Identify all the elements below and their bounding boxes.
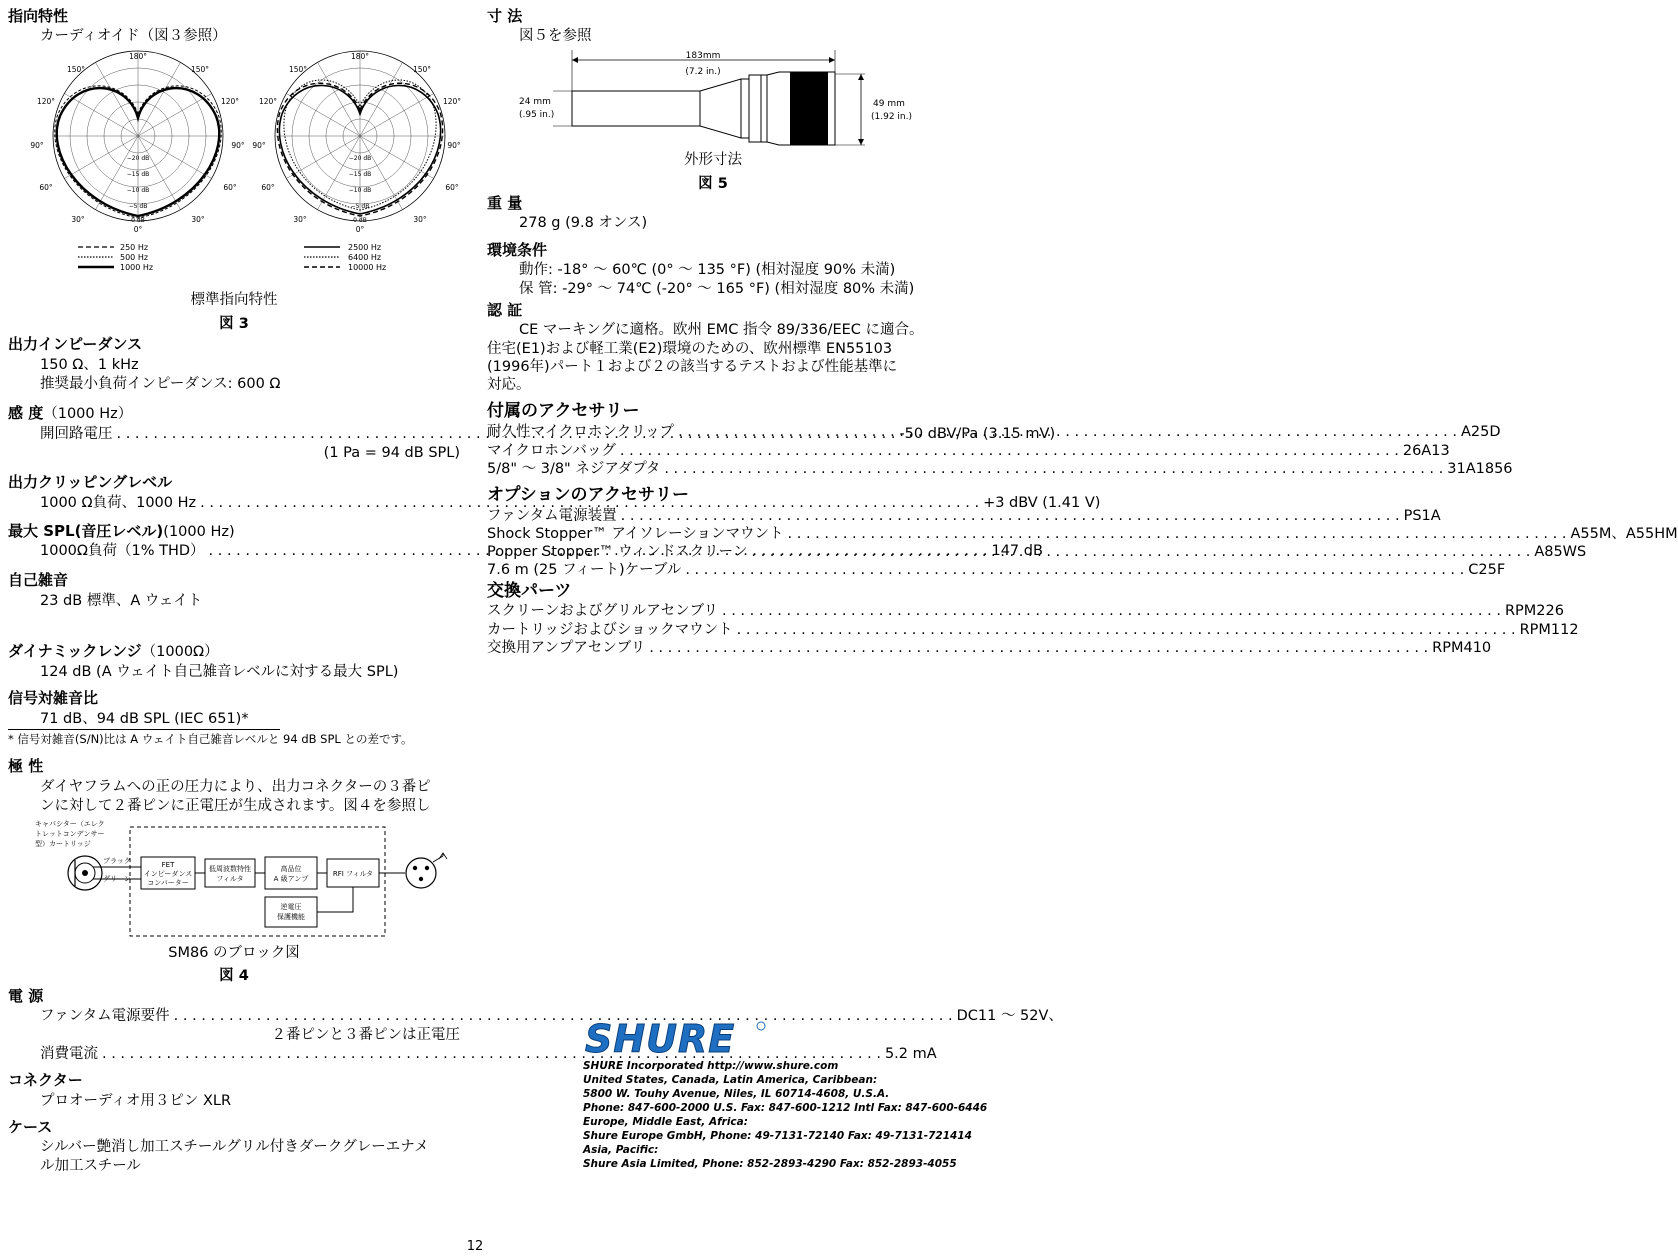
max-spl-heading-bold: 最大 SPL(音圧レベル) xyxy=(8,522,164,540)
impedance-heading: 出力インピーダンス xyxy=(8,335,143,353)
clipping-value: +3 dBV (1.41 V) xyxy=(983,495,1101,511)
max-spl-heading xyxy=(8,521,235,542)
angle-label: 90° xyxy=(231,141,245,150)
angle-label: 90° xyxy=(447,141,461,150)
figure-5-label: 図 5 xyxy=(698,176,728,192)
accessory-label: 耐久性マイクロホンクリップ xyxy=(487,424,675,440)
db-label: −15 dB xyxy=(126,171,150,178)
angle-label: 30° xyxy=(293,215,307,224)
contact-line-8: Shure Asia Limited, Phone: 852-2893-4290 Fax: 852-2893-4055 xyxy=(583,1158,957,1170)
shure-logo xyxy=(583,1016,773,1061)
polar-plots-figure xyxy=(28,48,462,278)
angle-label: 30° xyxy=(191,215,205,224)
part-label: スクリーンおよびグリルアセンブリ xyxy=(487,603,718,619)
self-noise-heading: 自己雑音 xyxy=(8,571,69,589)
option-label: 7.6 m (25 フィート)ケーブル xyxy=(487,562,682,578)
leader-dots xyxy=(674,423,1461,442)
figure-4-caption: SM86 のブロック図 xyxy=(168,945,300,961)
rfi-label: RFI フィルタ xyxy=(332,870,374,878)
fet-label: コンバーター xyxy=(147,879,189,887)
certification-line-4: 対応。 xyxy=(487,377,531,393)
diameter-2-mm: 49 mm xyxy=(873,99,905,109)
dimension-drawing xyxy=(515,46,935,148)
angle-label: 150° xyxy=(190,65,210,74)
db-label: 0 dB xyxy=(353,217,367,224)
lpf-label: フィルタ xyxy=(216,875,244,883)
contact-line-4: Phone: 847-600-2000 U.S. Fax: 847-600-1212 Intl Fax: 847-600-6446 xyxy=(583,1102,988,1114)
certification-line-1: CE マーキングに適格。欧州 EMC 指令 89/336/EEC に適合。 xyxy=(519,322,924,338)
leader-dots xyxy=(733,621,1520,640)
certification-line-2: 住宅(E1)および軽工業(E2)環境のための、欧州標準 EN55103 xyxy=(487,341,893,357)
lpf-label: 低周波数特性 xyxy=(209,865,251,873)
angle-label: 150° xyxy=(412,65,432,74)
sensitivity-heading-bold: 感 度 xyxy=(8,404,44,422)
angle-label: 0° xyxy=(133,225,143,234)
contact-line-3: 5800 W. Touhy Avenue, Niles, IL 60714-4608, U.S.A. xyxy=(583,1088,890,1100)
option-row xyxy=(487,561,1506,580)
polar-angle-labels xyxy=(30,52,461,234)
accessory-row xyxy=(487,460,1513,479)
polarity-heading: 極 性 xyxy=(8,757,44,775)
polarity-line-2: ンに対して２番ピンに正電圧が生成されます。図４を参照し xyxy=(40,798,431,814)
amp-label: 高品位 xyxy=(280,865,302,873)
phantom-power-row xyxy=(40,1007,1063,1026)
polarity-line-1: ダイヤフラムへの正の圧力により、出力コネクターの３番ピ xyxy=(40,779,431,795)
power-heading: 電 源 xyxy=(8,987,44,1005)
db-label: −5 dB xyxy=(128,203,148,210)
cartridge-symbol xyxy=(68,856,102,890)
leader-dots xyxy=(170,1007,957,1026)
angle-label: 90° xyxy=(30,141,44,150)
dimensions-heading: 寸 法 xyxy=(487,7,523,25)
impedance-line-2: 推奨最小負荷インピーダンス: 600 Ω xyxy=(40,376,281,392)
part-row xyxy=(487,639,1492,658)
accessory-row xyxy=(487,442,1450,461)
fet-label: FET xyxy=(161,861,175,869)
legend-label: 6400 Hz xyxy=(348,253,382,262)
contact-line-5: Europe, Middle East, Africa: xyxy=(583,1116,748,1128)
wire-green-label: グリーン xyxy=(103,875,131,883)
xlr-connector-icon xyxy=(406,853,447,888)
case-heading: ケース xyxy=(8,1118,53,1136)
impedance-line-1: 150 Ω、1 kHz xyxy=(40,357,139,373)
rev-label: 逆電圧 xyxy=(280,903,302,911)
contact-line-1: SHURE Incorporated http://www.shure.com xyxy=(583,1060,839,1072)
part-number: RPM410 xyxy=(1432,640,1492,656)
angle-label: 180° xyxy=(128,52,148,61)
self-noise-line: 23 dB 標準、A ウェイト xyxy=(40,593,203,609)
legend-label: 2500 Hz xyxy=(348,243,382,252)
legend-low xyxy=(78,243,153,272)
accessory-part: 26A13 xyxy=(1402,443,1450,459)
polar-db-labels xyxy=(127,155,372,224)
option-row xyxy=(487,525,1678,544)
angle-label: 60° xyxy=(445,183,459,192)
db-label: −15 dB xyxy=(348,171,372,178)
legend-label: 500 Hz xyxy=(120,253,149,262)
option-part: A55M、A55HM xyxy=(1570,526,1678,542)
certification-line-3: (1996年)パート１および２の該当するテストおよび性能基準に xyxy=(487,359,898,375)
angle-label: 120° xyxy=(36,97,56,106)
max-spl-value: 147 dB xyxy=(991,543,1043,559)
microphone-outline xyxy=(572,72,835,145)
clipping-label: 1000 Ω負荷、1000 Hz xyxy=(40,495,197,511)
leader-dots xyxy=(747,543,1534,562)
part-label: 交換用アンプアセンブリ xyxy=(487,640,646,656)
option-part: C25F xyxy=(1468,562,1506,578)
current-row xyxy=(40,1045,937,1064)
case-line-2: ル加工スチール xyxy=(40,1158,141,1174)
environment-heading: 環境条件 xyxy=(487,241,548,259)
weight-heading: 重 量 xyxy=(487,194,523,212)
max-spl-heading-rest: (1000 Hz) xyxy=(163,524,235,540)
dynamic-range-heading-bold: ダイナミックレンジ xyxy=(8,642,142,660)
angle-label: 60° xyxy=(261,183,275,192)
legend-label: 250 Hz xyxy=(120,243,149,252)
environment-line-1: 動作: -18° ～ 60℃ (0° ～ 135 °F) (相対湿度 90% 未満) xyxy=(519,262,896,278)
cartridge-labels xyxy=(35,819,105,848)
dimensions-ref: 図５を参照 xyxy=(519,28,592,44)
angle-label: 90° xyxy=(252,141,266,150)
legend-high xyxy=(304,243,386,272)
fet-label: インピーダンス xyxy=(143,870,193,878)
part-number: RPM226 xyxy=(1504,603,1564,619)
connector-heading: コネクター xyxy=(8,1071,83,1089)
figure-4-label: 図 4 xyxy=(219,968,249,984)
length-mm: 183mm xyxy=(685,51,721,61)
polar-plot-high xyxy=(275,51,445,221)
cartridge-label: キャパシター（エレク xyxy=(35,820,105,828)
angle-label: 60° xyxy=(223,183,237,192)
certification-heading: 認 証 xyxy=(487,301,523,319)
block-diagram xyxy=(33,815,463,942)
accessory-label: 5/8" ～ 3/8" ネジアダプタ xyxy=(487,461,661,477)
current-value: 5.2 mA xyxy=(884,1046,937,1062)
weight-line: 278 g (9.8 オンス) xyxy=(519,215,648,231)
db-label: 0 dB xyxy=(131,217,145,224)
class-a-amp-block xyxy=(265,857,317,889)
optional-accessories-heading: オプションのアクセサリー xyxy=(487,485,689,505)
case-line-1: シルバー艶消し加工スチールグリル付きダークグレーエナメ xyxy=(40,1139,429,1155)
connector-line: プロオーディオ用３ピン XLR xyxy=(40,1093,232,1109)
contact-line-7: Asia, Pacific: xyxy=(583,1144,659,1156)
shure-logo-text: SHURE xyxy=(585,1017,736,1061)
diameter-1-mm: 24 mm xyxy=(519,97,551,107)
sensitivity-heading-rest: （1000 Hz） xyxy=(43,406,133,422)
legend-label: 1000 Hz xyxy=(120,263,154,272)
leader-dots xyxy=(616,442,1403,461)
rev-label: 保護機能 xyxy=(277,913,305,921)
sensitivity-label: 開回路電圧 xyxy=(40,426,113,442)
dynamic-range-line: 124 dB (A ウェイト自己雑音レベルに対する最大 SPL) xyxy=(40,664,399,680)
figure-5-caption: 外形寸法 xyxy=(684,152,742,168)
directional-heading: 指向特性 xyxy=(8,7,69,25)
figure-3-label: 図 3 xyxy=(219,316,249,332)
phantom-power-value: DC11 ～ 52V、 xyxy=(956,1008,1063,1024)
snr-footnote: * 信号対雑音(S/N)比は A ウェイト自己雑音レベルと 94 dB SPL との差です。 xyxy=(8,732,413,746)
phantom-power-label: ファンタム電源要件 xyxy=(40,1008,170,1024)
option-label: ファンタム電源装置 xyxy=(487,508,617,524)
db-label: −10 dB xyxy=(126,187,150,194)
part-row xyxy=(487,621,1579,640)
angle-label: 0° xyxy=(355,225,365,234)
sensitivity-value: -50 dBV/Pa (3.15 mV) xyxy=(899,426,1056,442)
footnote-rule xyxy=(8,729,280,730)
environment-line-2: 保 管: -29° ～ 74℃ (-20° ～ 165 °F) (相対湿度 80% 未満) xyxy=(519,281,915,297)
db-label: −5 dB xyxy=(350,203,370,210)
reverse-voltage-block xyxy=(265,897,317,927)
figure-3-caption: 標準指向特性 xyxy=(190,292,278,308)
accessory-part: A25D xyxy=(1461,424,1501,440)
leader-dots xyxy=(645,639,1432,658)
sensitivity-value-2: (1 Pa = 94 dB SPL) xyxy=(323,445,460,461)
polar-plot-low xyxy=(53,51,223,221)
option-row xyxy=(487,507,1441,526)
cartridge-label: トレットコンデンサー xyxy=(35,830,105,838)
accessory-label: マイクロホンバッグ xyxy=(487,443,616,459)
option-label: Shock Stopper™ アイソレーションマウント xyxy=(487,526,784,542)
phantom-power-value-2: ２番ピンと３番ピンは正電圧 xyxy=(271,1027,460,1043)
amp-label: A 級アンプ xyxy=(273,875,309,883)
legend-label: 10000 Hz xyxy=(348,263,387,272)
accessory-part: 31A1856 xyxy=(1447,461,1513,477)
part-number: RPM112 xyxy=(1519,622,1579,638)
leader-dots xyxy=(681,561,1468,580)
angle-label: 30° xyxy=(413,215,427,224)
wire-black-label: ブラック xyxy=(103,857,131,865)
angle-label: 120° xyxy=(220,97,240,106)
cartridge-label: 型）カートリッジ xyxy=(35,840,91,848)
db-label: −20 dB xyxy=(348,155,372,162)
contact-line-2: United States, Canada, Latin America, Caribbean: xyxy=(583,1074,878,1086)
leader-dots xyxy=(617,507,1404,526)
replacement-parts-heading: 交換パーツ xyxy=(487,581,572,601)
option-part: A85WS xyxy=(1534,544,1587,560)
dynamic-range-heading-rest: （1000Ω） xyxy=(141,644,219,660)
angle-label: 180° xyxy=(350,52,370,61)
leader-dots xyxy=(660,460,1447,479)
sensitivity-heading xyxy=(8,403,132,424)
db-label: −20 dB xyxy=(126,155,150,162)
angle-label: 120° xyxy=(258,97,278,106)
diameter-2-in: (1.92 in.) xyxy=(871,112,912,122)
snr-line: 71 dB、94 dB SPL (IEC 651)* xyxy=(40,711,249,727)
diameter-1-in: (.95 in.) xyxy=(519,110,555,120)
option-label: Popper Stopper™ ウィンドスクリーン xyxy=(487,544,748,560)
page-number: 12 xyxy=(466,1239,484,1254)
angle-label: 60° xyxy=(39,183,53,192)
dynamic-range-heading xyxy=(8,641,219,662)
option-part: PS1A xyxy=(1403,508,1441,524)
db-label: −10 dB xyxy=(348,187,372,194)
directional-subtitle: カーディオイド（図３参照） xyxy=(40,28,227,44)
part-label: カートリッジおよびショックマウント xyxy=(487,622,733,638)
angle-label: 150° xyxy=(288,65,308,74)
snr-heading: 信号対雑音比 xyxy=(8,689,99,707)
angle-label: 150° xyxy=(66,65,86,74)
clipping-heading: 出力クリッピングレベル xyxy=(8,473,173,491)
part-row xyxy=(487,602,1564,621)
length-in: (7.2 in.) xyxy=(685,67,721,77)
leader-dots xyxy=(784,525,1571,544)
included-accessories-heading: 付属のアクセサリー xyxy=(487,401,640,421)
current-label: 消費電流 xyxy=(40,1046,98,1062)
max-spl-label: 1000Ω負荷（1% THD） xyxy=(40,543,205,559)
contact-line-6: Shure Europe GmbH, Phone: 49-7131-72140 Fax: 49-7131-721414 xyxy=(583,1130,972,1142)
leader-dots xyxy=(718,602,1505,621)
angle-label: 120° xyxy=(442,97,462,106)
angle-label: 30° xyxy=(71,215,85,224)
